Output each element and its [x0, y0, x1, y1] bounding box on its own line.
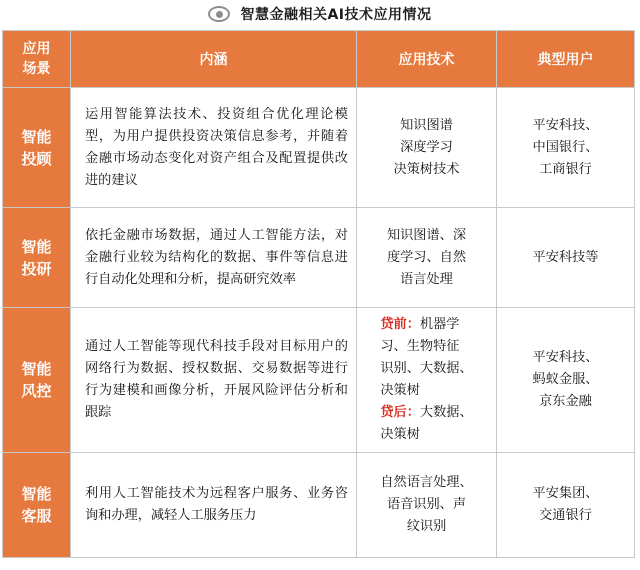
users-cell [497, 308, 635, 453]
tech-line: 决策树技术 [393, 161, 460, 177]
tech-line: 习、生物特征 [380, 339, 460, 354]
user-line: 蚂蚁金服、 [532, 372, 599, 387]
tech-line: 决策树 [380, 427, 420, 442]
header-content: 内涵 [71, 31, 357, 88]
table-row [3, 308, 635, 453]
user-line: 工商银行 [539, 161, 592, 177]
tech-line: 深度学习 [400, 139, 453, 155]
header-scene-line1: 应用 [22, 41, 51, 57]
tech-cell [357, 453, 497, 558]
table-title: 智慧金融相关AI技术应用情况 [240, 7, 432, 23]
scene-cell: 智能 客服 [3, 453, 71, 558]
tech-line: 纹识别 [406, 519, 447, 534]
tech-line: 贷前：机器学 [380, 317, 460, 332]
tech-line: 知识图谱 [400, 117, 453, 133]
tech-line: 决策树 [380, 383, 420, 398]
scene-cell: 智能 投顾 [3, 88, 71, 208]
table-row [3, 453, 635, 558]
tech-block [380, 314, 472, 446]
tech-line: 自然语言处理、 [380, 475, 473, 490]
user-line: 平安集团、 [532, 486, 599, 501]
content-cell: 运用智能算法技术、投资组合优化理论模型，为用户提供投资决策信息参考，并随着金融市场动态变化对资产组合及配置提供改进的建议 [71, 88, 357, 208]
post-loan-label: 贷后： [380, 405, 420, 420]
content-cell: 通过人工智能等现代科技手段对目标用户的网络行为数据、授权数据、交易数据等进行行为建模和画像分析，开展风险评估分析和跟踪 [71, 308, 357, 453]
table-row [3, 88, 635, 208]
title-bar [0, 0, 640, 28]
tech-line: 语言处理 [400, 271, 453, 287]
pre-loan-label: 贷前： [380, 317, 420, 332]
table-row [3, 208, 635, 308]
tech-line: 贷后：大数据、 [380, 405, 473, 420]
header-scene-line2: 场景 [22, 61, 51, 77]
user-line: 京东金融 [539, 394, 592, 409]
tech-cell [357, 88, 497, 208]
target-icon [208, 6, 230, 22]
header-scene [3, 31, 71, 88]
tech-line: 知识图谱、深 [386, 227, 467, 243]
scene-cell: 智能 投研 [3, 208, 71, 308]
tech-line: 识别、大数据、 [380, 361, 473, 376]
tech-line: 度学习、自然 [386, 249, 467, 265]
user-line: 中国银行、 [532, 139, 599, 155]
header-users: 典型用户 [497, 31, 635, 88]
tech-cell [357, 208, 497, 308]
users-cell [497, 453, 635, 558]
users-cell [497, 88, 635, 208]
user-line: 平安科技等 [532, 249, 599, 265]
scene-cell: 智能 风控 [3, 308, 71, 453]
tech-line: 语音识别、声 [386, 497, 467, 512]
content-cell: 利用人工智能技术为远程客户服务、业务咨询和办理，减轻人工服务压力 [71, 453, 357, 558]
users-cell [497, 208, 635, 308]
header-tech: 应用技术 [357, 31, 497, 88]
user-line: 平安科技、 [532, 350, 599, 365]
user-line: 交通银行 [539, 508, 592, 523]
user-line: 平安科技、 [532, 117, 599, 133]
content-cell: 依托金融市场数据，通过人工智能方法，对金融行业较为结构化的数据、事件等信息进行自动化处理和分析，提高研究效率 [71, 208, 357, 308]
ai-finance-table [2, 30, 635, 558]
tech-cell [357, 308, 497, 453]
header-row [3, 31, 635, 88]
